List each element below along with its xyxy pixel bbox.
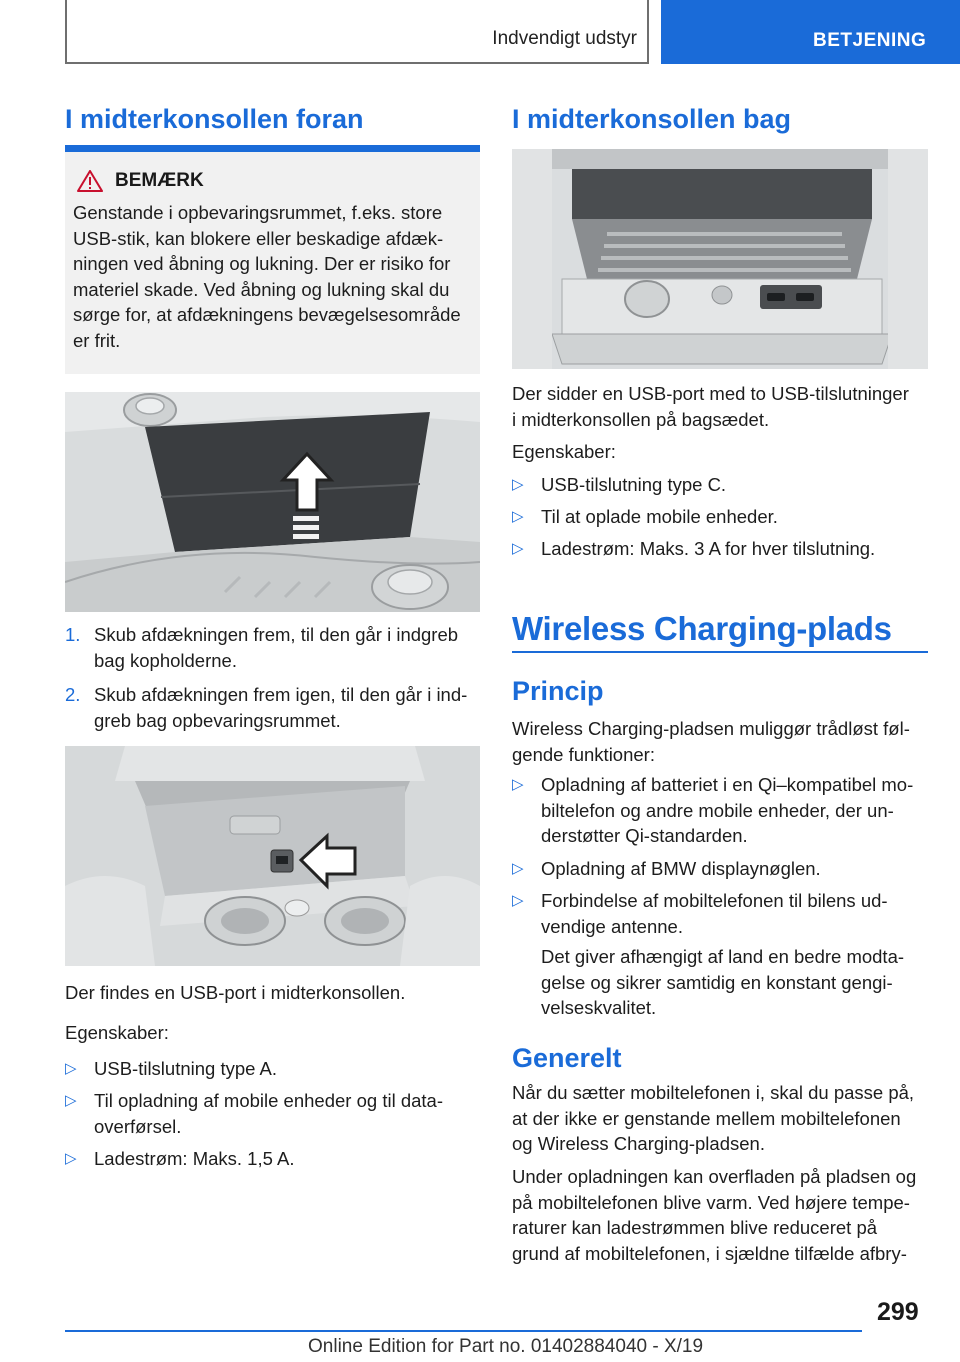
triangle-right-icon: ▷ [65, 1150, 77, 1167]
property-text: Ladestrøm: Maks. 3 A for hver tilslutning. [541, 538, 876, 559]
general-paragraph-2 [512, 1164, 932, 1266]
general-line: at der ikke er genstande mellem mobiltelefonen [512, 1107, 901, 1129]
triangle-right-icon: ▷ [512, 508, 524, 525]
general-line: og Wireless Charging-pladsen. [512, 1133, 765, 1154]
triangle-right-icon: ▷ [65, 1092, 77, 1109]
property-text [94, 1146, 295, 1172]
page-number: 299 [877, 1298, 919, 1326]
function-line: derstøtter Qi-standarden. [541, 825, 748, 846]
header-section-box [65, 0, 649, 64]
properties-label: Egenskaber: [65, 1022, 169, 1043]
function-line: vendige antenne. [541, 915, 683, 937]
front-console-usb-image [65, 746, 480, 966]
notice-label: BEMÆRK [115, 170, 204, 191]
chapter-title: Wireless Charging-plads [512, 610, 892, 647]
heading-rule [65, 145, 480, 152]
function-text [541, 888, 888, 939]
front-console-cover-image [65, 392, 480, 612]
function-note-line: gelse og sikrer samtidig en konstant gengi- [541, 971, 893, 993]
notice-header [77, 170, 472, 192]
notice-line: ningen ved åbning og lukning. Der er risiko for [73, 253, 451, 274]
header-chapter-tab [661, 0, 960, 64]
general-line: Når du sætter mobiltelefonen i, skal du passe på, [512, 1082, 915, 1103]
notice-line: materiel skade. Ved åbning og lukning skal du [73, 278, 450, 300]
rear-usb-intro [512, 381, 928, 432]
property-text [94, 1056, 277, 1082]
function-line: Forbindelse af mobiltelefonen til bilens ud- [541, 890, 888, 911]
principle-intro-line: gende funktioner: [512, 743, 655, 765]
general-line: på mobiltelefonen blive varm. Ved højere tempe- [512, 1191, 910, 1213]
function-note-line: Det giver afhængigt af land en bedre modta- [541, 946, 905, 967]
notice-line: Genstande i opbevaringsrummet, f.eks. store [73, 202, 443, 223]
rear-usb-intro-line: Der sidder en USB-port med to USB-tilslutninger [512, 383, 909, 404]
notice-line: sørge for, at afdækningens bevægelsesområde [73, 304, 461, 325]
general-line: raturer kan ladestrømmen blive reduceret på [512, 1217, 878, 1238]
step-text [94, 682, 467, 733]
section-heading-rear-console: I midterkonsollen bag [512, 104, 792, 134]
general-line: grund af mobiltelefonen, i sjældne tilfælde afbry- [512, 1242, 907, 1264]
function-note-line: velseskvalitet. [541, 997, 657, 1018]
header-chapter-label: BETJENING [813, 30, 927, 51]
header-section-title: Indvendigt udstyr [492, 28, 637, 49]
usb-intro-text: Der findes en USB-port i midterkonsollen. [65, 982, 406, 1003]
step-text [94, 622, 458, 673]
property-text: USB-tilslutning type C. [541, 474, 727, 495]
principle-intro [512, 716, 928, 767]
triangle-right-icon: ▷ [512, 540, 524, 557]
step-line: greb bag opbevaringsrummet. [94, 709, 341, 731]
function-line: biltelefon og andre mobile enheder, der un- [541, 799, 894, 821]
function-text [541, 772, 913, 849]
notice-text [73, 200, 472, 353]
footer-edition: Online Edition for Part no. 01402884040 - X/19 [308, 1336, 704, 1357]
property-line: Ladestrøm: Maks. 1,5 A. [94, 1148, 295, 1169]
function-text [541, 856, 821, 882]
triangle-right-icon: ▷ [512, 860, 524, 877]
rear-console-usb-image [512, 149, 928, 369]
footer-rule [65, 1330, 862, 1332]
property-text [94, 1088, 443, 1139]
section-heading-front-console: I midterkonsollen foran [65, 104, 364, 134]
property-text: Til at oplade mobile enheder. [541, 506, 778, 527]
function-line: Opladning af batteriet i en Qi–kompatibel mo- [541, 774, 914, 795]
chapter-title-rule [512, 651, 928, 653]
triangle-right-icon: ▷ [512, 476, 524, 493]
warning-triangle-icon [77, 170, 103, 192]
step-number: 1. [65, 624, 81, 645]
triangle-right-icon: ▷ [512, 892, 524, 909]
step-number: 2. [65, 684, 81, 705]
triangle-right-icon: ▷ [65, 1060, 77, 1077]
rear-usb-intro-line: i midterkonsollen på bagsædet. [512, 408, 770, 430]
subheading-principle: Princip [512, 676, 604, 706]
notice-line: USB-stik, kan blokere eller beskadige afdæk- [73, 227, 444, 249]
function-note [541, 944, 931, 1021]
notice-line: er frit. [73, 329, 121, 351]
property-line: overførsel. [94, 1115, 182, 1137]
property-line: Til opladning af mobile enheder og til data- [94, 1090, 443, 1111]
step-line: Skub afdækningen frem, til den går i indgreb [94, 624, 459, 645]
general-line: Under opladningen kan overfladen på pladsen og [512, 1166, 917, 1187]
property-line: USB-tilslutning type A. [94, 1058, 278, 1079]
subheading-general: Generelt [512, 1043, 622, 1073]
principle-intro-line: Wireless Charging-pladsen muliggør trådløst føl- [512, 718, 910, 739]
triangle-right-icon: ▷ [512, 776, 524, 793]
step-line: bag kopholderne. [94, 649, 237, 671]
general-paragraph-1 [512, 1080, 932, 1157]
function-line: Opladning af BMW displaynøglen. [541, 858, 821, 879]
notice-box [65, 152, 480, 374]
step-line: Skub afdækningen frem igen, til den går i ind- [94, 684, 468, 705]
properties-label: Egenskaber: [512, 441, 616, 462]
